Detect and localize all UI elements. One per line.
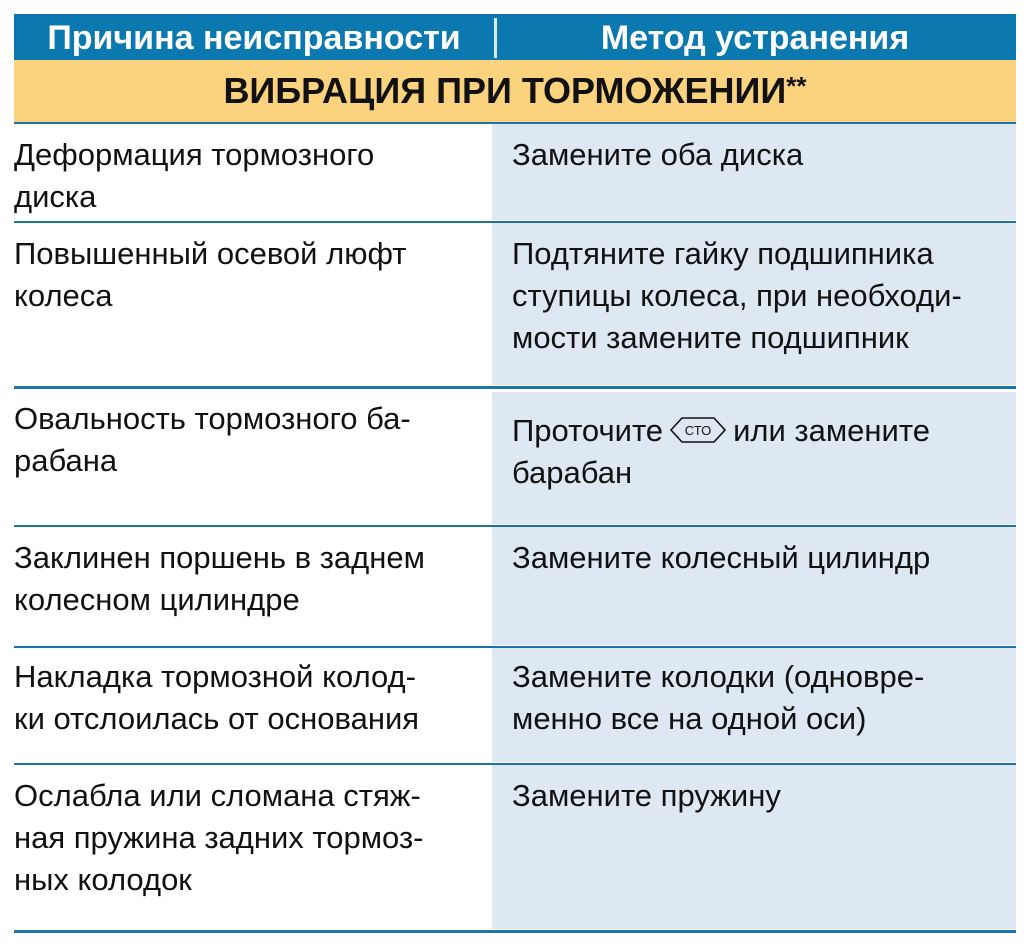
- cause-cell: [14, 233, 490, 317]
- cause-line: ки отслоилась от основания: [14, 701, 420, 736]
- fix-cell: [512, 775, 1012, 817]
- table-row: [0, 527, 1028, 645]
- cause-line: ных колодок: [14, 862, 192, 897]
- cause-line: Накладка тормозной колод-: [14, 659, 416, 694]
- service-station-icon-label: СТО: [684, 423, 712, 438]
- page-break-divider: [14, 386, 1016, 389]
- cause-cell: [14, 656, 490, 740]
- header-fix: Метод устранения: [600, 19, 910, 57]
- fix-line: Замените оба диска: [512, 137, 804, 172]
- section-title: [14, 60, 1016, 124]
- table-row: [0, 648, 1028, 762]
- fix-line: Замените пружину: [512, 778, 781, 813]
- fix-text-before-icon: Проточите: [512, 413, 664, 448]
- fix-cell: [512, 410, 1012, 494]
- cause-cell: [14, 398, 490, 482]
- fix-cell: [512, 656, 1012, 740]
- fix-line: менно все на одной оси): [512, 701, 867, 736]
- section-footnote-marker: **: [786, 71, 807, 101]
- cause-cell: [14, 134, 490, 218]
- fix-line: Замените колесный цилиндр: [512, 540, 931, 575]
- table-row: [0, 124, 1028, 220]
- cause-line: Деформация тормозного: [14, 137, 375, 172]
- cause-line: Ослабла или сломана стяж-: [14, 778, 421, 813]
- cause-cell: [14, 537, 490, 621]
- cause-cell: [14, 775, 490, 901]
- fix-line: барабан: [512, 455, 633, 490]
- cause-line: рабана: [14, 443, 118, 478]
- fix-line: Подтяните гайку подшипника: [512, 236, 934, 271]
- fix-line: мости замените подшипник: [512, 320, 909, 355]
- table-header: [14, 14, 1016, 60]
- table-bottom-rule: [14, 930, 1016, 933]
- fix-cell: [512, 537, 1012, 579]
- cause-line: Заклинен поршень в заднем: [14, 540, 425, 575]
- header-cause: Причина неисправности: [47, 19, 461, 57]
- table-row: [0, 392, 1028, 524]
- service-station-icon: [669, 415, 727, 445]
- table-row: [0, 765, 1028, 929]
- fix-text-after-icon: или замените: [733, 413, 930, 448]
- fix-cell: [512, 233, 1012, 359]
- cause-line: Овальность тормозного ба-: [14, 401, 411, 436]
- cause-line: колесном цилиндре: [14, 582, 300, 617]
- fix-line-with-icon: [512, 410, 1012, 452]
- cause-line: Повышенный осевой люфт: [14, 236, 407, 271]
- cause-line: диска: [14, 179, 97, 214]
- cause-line: колеса: [14, 278, 113, 313]
- table-row: [0, 223, 1028, 385]
- cause-line: ная пружина задних тормоз-: [14, 820, 424, 855]
- section-title-text: ВИБРАЦИЯ ПРИ ТОРМОЖЕНИИ: [223, 70, 787, 111]
- fix-cell: [512, 134, 1012, 176]
- fix-line: Замените колодки (одновре-: [512, 659, 925, 694]
- fix-line: ступицы колеса, при необходи-: [512, 278, 962, 313]
